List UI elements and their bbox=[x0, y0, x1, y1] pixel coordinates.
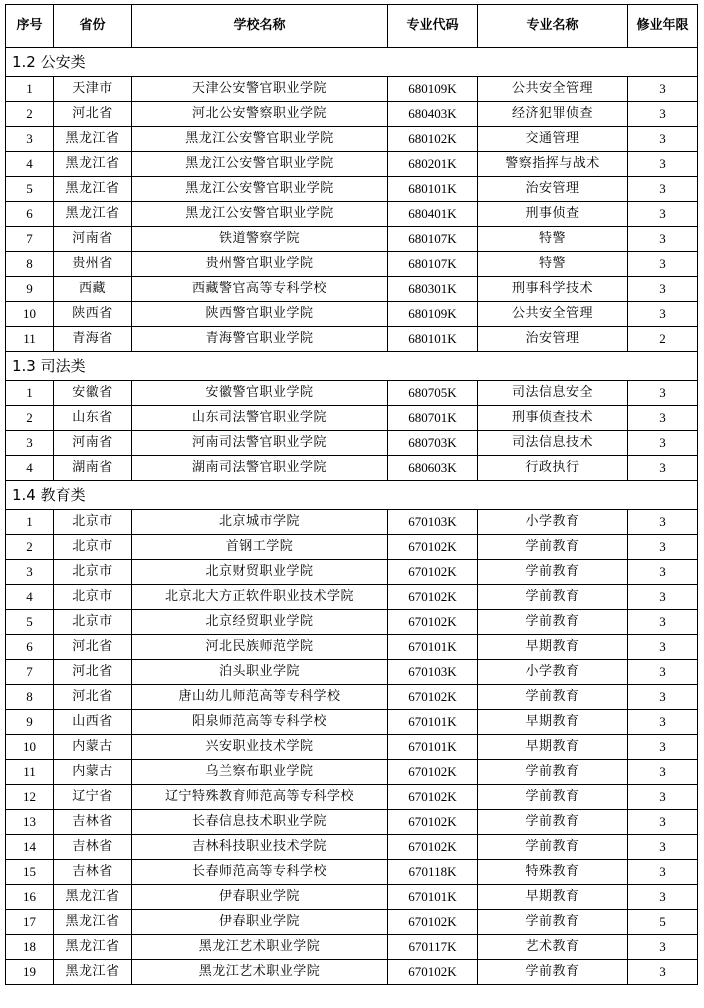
seq-cell: 1 bbox=[6, 381, 54, 406]
major-cell: 经济犯罪侦查 bbox=[478, 102, 628, 127]
table-row bbox=[6, 910, 698, 935]
province-cell: 河南省 bbox=[54, 431, 132, 456]
seq-cell: 4 bbox=[6, 152, 54, 177]
years-cell: 3 bbox=[628, 560, 698, 585]
years-cell: 3 bbox=[628, 635, 698, 660]
seq-cell: 2 bbox=[6, 406, 54, 431]
province-cell: 青海省 bbox=[54, 327, 132, 352]
enrollment-table bbox=[5, 4, 698, 985]
province-cell: 吉林省 bbox=[54, 860, 132, 885]
major-cell: 警察指挥与战术 bbox=[478, 152, 628, 177]
major-cell: 公共安全管理 bbox=[478, 77, 628, 102]
table-row bbox=[6, 510, 698, 535]
table-row bbox=[6, 535, 698, 560]
years-cell: 3 bbox=[628, 760, 698, 785]
code-cell: 680101K bbox=[388, 177, 478, 202]
table-row bbox=[6, 585, 698, 610]
years-cell: 3 bbox=[628, 277, 698, 302]
header-seq: 序号 bbox=[6, 5, 54, 48]
major-cell: 学前教育 bbox=[478, 910, 628, 935]
code-cell: 680102K bbox=[388, 127, 478, 152]
code-cell: 680109K bbox=[388, 302, 478, 327]
code-cell: 680703K bbox=[388, 431, 478, 456]
table-row bbox=[6, 202, 698, 227]
school-cell: 河北民族师范学院 bbox=[132, 635, 388, 660]
school-cell: 安徽警官职业学院 bbox=[132, 381, 388, 406]
major-cell: 学前教育 bbox=[478, 585, 628, 610]
province-cell: 天津市 bbox=[54, 77, 132, 102]
province-cell: 陕西省 bbox=[54, 302, 132, 327]
province-cell: 内蒙古 bbox=[54, 735, 132, 760]
code-cell: 670101K bbox=[388, 735, 478, 760]
code-cell: 670101K bbox=[388, 710, 478, 735]
province-cell: 黑龙江省 bbox=[54, 202, 132, 227]
years-cell: 3 bbox=[628, 685, 698, 710]
code-cell: 670102K bbox=[388, 685, 478, 710]
province-cell: 吉林省 bbox=[54, 835, 132, 860]
province-cell: 河北省 bbox=[54, 685, 132, 710]
province-cell: 贵州省 bbox=[54, 252, 132, 277]
province-cell: 北京市 bbox=[54, 510, 132, 535]
province-cell: 吉林省 bbox=[54, 810, 132, 835]
school-cell: 湖南司法警官职业学院 bbox=[132, 456, 388, 481]
years-cell: 3 bbox=[628, 510, 698, 535]
major-cell: 小学教育 bbox=[478, 660, 628, 685]
code-cell: 680107K bbox=[388, 252, 478, 277]
seq-cell: 14 bbox=[6, 835, 54, 860]
province-cell: 河南省 bbox=[54, 227, 132, 252]
province-cell: 西藏 bbox=[54, 277, 132, 302]
province-cell: 北京市 bbox=[54, 585, 132, 610]
code-cell: 670117K bbox=[388, 935, 478, 960]
school-cell: 泊头职业学院 bbox=[132, 660, 388, 685]
province-cell: 黑龙江省 bbox=[54, 910, 132, 935]
major-cell: 特警 bbox=[478, 252, 628, 277]
school-cell: 铁道警察学院 bbox=[132, 227, 388, 252]
table-row bbox=[6, 560, 698, 585]
years-cell: 3 bbox=[628, 785, 698, 810]
years-cell: 3 bbox=[628, 381, 698, 406]
school-cell: 贵州警官职业学院 bbox=[132, 252, 388, 277]
seq-cell: 3 bbox=[6, 127, 54, 152]
province-cell: 黑龙江省 bbox=[54, 960, 132, 985]
major-cell: 早期教育 bbox=[478, 735, 628, 760]
years-cell: 3 bbox=[628, 406, 698, 431]
years-cell: 3 bbox=[628, 227, 698, 252]
seq-cell: 8 bbox=[6, 252, 54, 277]
seq-cell: 18 bbox=[6, 935, 54, 960]
table-row bbox=[6, 960, 698, 985]
major-cell: 刑事侦查技术 bbox=[478, 406, 628, 431]
table-row bbox=[6, 406, 698, 431]
major-cell: 特殊教育 bbox=[478, 860, 628, 885]
table-row bbox=[6, 660, 698, 685]
table-header bbox=[6, 5, 698, 48]
table-row bbox=[6, 252, 698, 277]
years-cell: 3 bbox=[628, 710, 698, 735]
seq-cell: 9 bbox=[6, 710, 54, 735]
seq-cell: 15 bbox=[6, 860, 54, 885]
province-cell: 北京市 bbox=[54, 535, 132, 560]
seq-cell: 16 bbox=[6, 885, 54, 910]
table-row bbox=[6, 327, 698, 352]
school-cell: 阳泉师范高等专科学校 bbox=[132, 710, 388, 735]
years-cell: 3 bbox=[628, 102, 698, 127]
code-cell: 680201K bbox=[388, 152, 478, 177]
seq-cell: 2 bbox=[6, 102, 54, 127]
province-cell: 黑龙江省 bbox=[54, 177, 132, 202]
header-code: 专业代码 bbox=[388, 5, 478, 48]
seq-cell: 1 bbox=[6, 510, 54, 535]
school-cell: 黑龙江艺术职业学院 bbox=[132, 935, 388, 960]
school-cell: 青海警官职业学院 bbox=[132, 327, 388, 352]
section-row bbox=[6, 48, 698, 77]
school-cell: 伊春职业学院 bbox=[132, 910, 388, 935]
code-cell: 670118K bbox=[388, 860, 478, 885]
section-title: 1.4 教育类 bbox=[6, 481, 698, 510]
seq-cell: 8 bbox=[6, 685, 54, 710]
school-cell: 黑龙江公安警官职业学院 bbox=[132, 127, 388, 152]
code-cell: 680301K bbox=[388, 277, 478, 302]
code-cell: 680403K bbox=[388, 102, 478, 127]
seq-cell: 2 bbox=[6, 535, 54, 560]
major-cell: 司法信息安全 bbox=[478, 381, 628, 406]
header-major: 专业名称 bbox=[478, 5, 628, 48]
major-cell: 学前教育 bbox=[478, 685, 628, 710]
seq-cell: 1 bbox=[6, 77, 54, 102]
code-cell: 670101K bbox=[388, 885, 478, 910]
school-cell: 黑龙江公安警官职业学院 bbox=[132, 202, 388, 227]
table-body bbox=[6, 48, 698, 985]
code-cell: 670102K bbox=[388, 585, 478, 610]
code-cell: 670102K bbox=[388, 785, 478, 810]
school-cell: 吉林科技职业技术学院 bbox=[132, 835, 388, 860]
major-cell: 学前教育 bbox=[478, 760, 628, 785]
seq-cell: 5 bbox=[6, 610, 54, 635]
table-row bbox=[6, 102, 698, 127]
seq-cell: 4 bbox=[6, 456, 54, 481]
major-cell: 学前教育 bbox=[478, 810, 628, 835]
province-cell: 湖南省 bbox=[54, 456, 132, 481]
province-cell: 内蒙古 bbox=[54, 760, 132, 785]
seq-cell: 19 bbox=[6, 960, 54, 985]
seq-cell: 12 bbox=[6, 785, 54, 810]
code-cell: 680107K bbox=[388, 227, 478, 252]
seq-cell: 10 bbox=[6, 735, 54, 760]
code-cell: 680705K bbox=[388, 381, 478, 406]
school-cell: 黑龙江公安警官职业学院 bbox=[132, 177, 388, 202]
table-row bbox=[6, 810, 698, 835]
school-cell: 陕西警官职业学院 bbox=[132, 302, 388, 327]
school-cell: 北京财贸职业学院 bbox=[132, 560, 388, 585]
major-cell: 交通管理 bbox=[478, 127, 628, 152]
table-row bbox=[6, 127, 698, 152]
major-cell: 刑事侦查 bbox=[478, 202, 628, 227]
code-cell: 670101K bbox=[388, 635, 478, 660]
years-cell: 3 bbox=[628, 585, 698, 610]
seq-cell: 6 bbox=[6, 202, 54, 227]
school-cell: 西藏警官高等专科学校 bbox=[132, 277, 388, 302]
table-row bbox=[6, 227, 698, 252]
table-row bbox=[6, 456, 698, 481]
table-row bbox=[6, 152, 698, 177]
years-cell: 3 bbox=[628, 860, 698, 885]
years-cell: 3 bbox=[628, 835, 698, 860]
seq-cell: 11 bbox=[6, 327, 54, 352]
major-cell: 刑事科学技术 bbox=[478, 277, 628, 302]
major-cell: 特警 bbox=[478, 227, 628, 252]
years-cell: 3 bbox=[628, 77, 698, 102]
code-cell: 680101K bbox=[388, 327, 478, 352]
school-cell: 辽宁特殊教育师范高等专科学校 bbox=[132, 785, 388, 810]
section-title: 1.2 公安类 bbox=[6, 48, 698, 77]
school-cell: 河北公安警察职业学院 bbox=[132, 102, 388, 127]
province-cell: 河北省 bbox=[54, 660, 132, 685]
table-row bbox=[6, 935, 698, 960]
code-cell: 680701K bbox=[388, 406, 478, 431]
years-cell: 3 bbox=[628, 252, 698, 277]
school-cell: 乌兰察布职业学院 bbox=[132, 760, 388, 785]
seq-cell: 17 bbox=[6, 910, 54, 935]
major-cell: 早期教育 bbox=[478, 710, 628, 735]
major-cell: 学前教育 bbox=[478, 610, 628, 635]
seq-cell: 11 bbox=[6, 760, 54, 785]
seq-cell: 7 bbox=[6, 227, 54, 252]
province-cell: 安徽省 bbox=[54, 381, 132, 406]
province-cell: 山东省 bbox=[54, 406, 132, 431]
years-cell: 3 bbox=[628, 431, 698, 456]
school-cell: 长春师范高等专科学校 bbox=[132, 860, 388, 885]
province-cell: 黑龙江省 bbox=[54, 935, 132, 960]
province-cell: 黑龙江省 bbox=[54, 127, 132, 152]
province-cell: 河北省 bbox=[54, 635, 132, 660]
major-cell: 学前教育 bbox=[478, 785, 628, 810]
school-cell: 兴安职业技术学院 bbox=[132, 735, 388, 760]
table-row bbox=[6, 710, 698, 735]
school-cell: 黑龙江艺术职业学院 bbox=[132, 960, 388, 985]
table-row bbox=[6, 431, 698, 456]
code-cell: 670102K bbox=[388, 810, 478, 835]
province-cell: 黑龙江省 bbox=[54, 885, 132, 910]
seq-cell: 10 bbox=[6, 302, 54, 327]
years-cell: 3 bbox=[628, 177, 698, 202]
table-row bbox=[6, 785, 698, 810]
major-cell: 早期教育 bbox=[478, 885, 628, 910]
code-cell: 680109K bbox=[388, 77, 478, 102]
school-cell: 黑龙江公安警官职业学院 bbox=[132, 152, 388, 177]
table-row bbox=[6, 77, 698, 102]
province-cell: 黑龙江省 bbox=[54, 152, 132, 177]
table-row bbox=[6, 685, 698, 710]
years-cell: 3 bbox=[628, 885, 698, 910]
province-cell: 河北省 bbox=[54, 102, 132, 127]
major-cell: 治安管理 bbox=[478, 327, 628, 352]
table-row bbox=[6, 302, 698, 327]
code-cell: 670102K bbox=[388, 610, 478, 635]
table-row bbox=[6, 635, 698, 660]
table-row bbox=[6, 277, 698, 302]
header-row bbox=[6, 5, 698, 48]
school-cell: 北京城市学院 bbox=[132, 510, 388, 535]
years-cell: 3 bbox=[628, 810, 698, 835]
years-cell: 3 bbox=[628, 456, 698, 481]
major-cell: 司法信息技术 bbox=[478, 431, 628, 456]
school-cell: 河南司法警官职业学院 bbox=[132, 431, 388, 456]
seq-cell: 3 bbox=[6, 560, 54, 585]
school-cell: 天津公安警官职业学院 bbox=[132, 77, 388, 102]
school-cell: 山东司法警官职业学院 bbox=[132, 406, 388, 431]
table-row bbox=[6, 735, 698, 760]
school-cell: 伊春职业学院 bbox=[132, 885, 388, 910]
seq-cell: 9 bbox=[6, 277, 54, 302]
seq-cell: 6 bbox=[6, 635, 54, 660]
header-school: 学校名称 bbox=[132, 5, 388, 48]
years-cell: 3 bbox=[628, 960, 698, 985]
header-province: 省份 bbox=[54, 5, 132, 48]
section-row bbox=[6, 352, 698, 381]
table-row bbox=[6, 177, 698, 202]
major-cell: 学前教育 bbox=[478, 835, 628, 860]
years-cell: 3 bbox=[628, 660, 698, 685]
major-cell: 学前教育 bbox=[478, 960, 628, 985]
code-cell: 680603K bbox=[388, 456, 478, 481]
table-row bbox=[6, 760, 698, 785]
code-cell: 670102K bbox=[388, 960, 478, 985]
code-cell: 670102K bbox=[388, 535, 478, 560]
code-cell: 670103K bbox=[388, 660, 478, 685]
years-cell: 3 bbox=[628, 202, 698, 227]
school-cell: 唐山幼儿师范高等专科学校 bbox=[132, 685, 388, 710]
years-cell: 3 bbox=[628, 535, 698, 560]
years-cell: 3 bbox=[628, 127, 698, 152]
major-cell: 小学教育 bbox=[478, 510, 628, 535]
code-cell: 670102K bbox=[388, 760, 478, 785]
school-cell: 长春信息技术职业学院 bbox=[132, 810, 388, 835]
major-cell: 艺术教育 bbox=[478, 935, 628, 960]
table-row bbox=[6, 860, 698, 885]
province-cell: 山西省 bbox=[54, 710, 132, 735]
seq-cell: 3 bbox=[6, 431, 54, 456]
major-cell: 治安管理 bbox=[478, 177, 628, 202]
province-cell: 辽宁省 bbox=[54, 785, 132, 810]
table-row bbox=[6, 381, 698, 406]
section-row bbox=[6, 481, 698, 510]
years-cell: 3 bbox=[628, 302, 698, 327]
seq-cell: 7 bbox=[6, 660, 54, 685]
major-cell: 公共安全管理 bbox=[478, 302, 628, 327]
code-cell: 680401K bbox=[388, 202, 478, 227]
province-cell: 北京市 bbox=[54, 560, 132, 585]
years-cell: 3 bbox=[628, 935, 698, 960]
province-cell: 北京市 bbox=[54, 610, 132, 635]
school-cell: 北京经贸职业学院 bbox=[132, 610, 388, 635]
years-cell: 3 bbox=[628, 610, 698, 635]
code-cell: 670102K bbox=[388, 560, 478, 585]
code-cell: 670102K bbox=[388, 910, 478, 935]
seq-cell: 5 bbox=[6, 177, 54, 202]
section-title: 1.3 司法类 bbox=[6, 352, 698, 381]
years-cell: 3 bbox=[628, 152, 698, 177]
years-cell: 5 bbox=[628, 910, 698, 935]
major-cell: 行政执行 bbox=[478, 456, 628, 481]
seq-cell: 13 bbox=[6, 810, 54, 835]
header-years: 修业年限 bbox=[628, 5, 698, 48]
table-row bbox=[6, 610, 698, 635]
school-cell: 首钢工学院 bbox=[132, 535, 388, 560]
major-cell: 学前教育 bbox=[478, 535, 628, 560]
table-row bbox=[6, 885, 698, 910]
school-cell: 北京北大方正软件职业技术学院 bbox=[132, 585, 388, 610]
major-cell: 学前教育 bbox=[478, 560, 628, 585]
major-cell: 早期教育 bbox=[478, 635, 628, 660]
years-cell: 3 bbox=[628, 735, 698, 760]
code-cell: 670103K bbox=[388, 510, 478, 535]
years-cell: 2 bbox=[628, 327, 698, 352]
table-row bbox=[6, 835, 698, 860]
code-cell: 670102K bbox=[388, 835, 478, 860]
seq-cell: 4 bbox=[6, 585, 54, 610]
